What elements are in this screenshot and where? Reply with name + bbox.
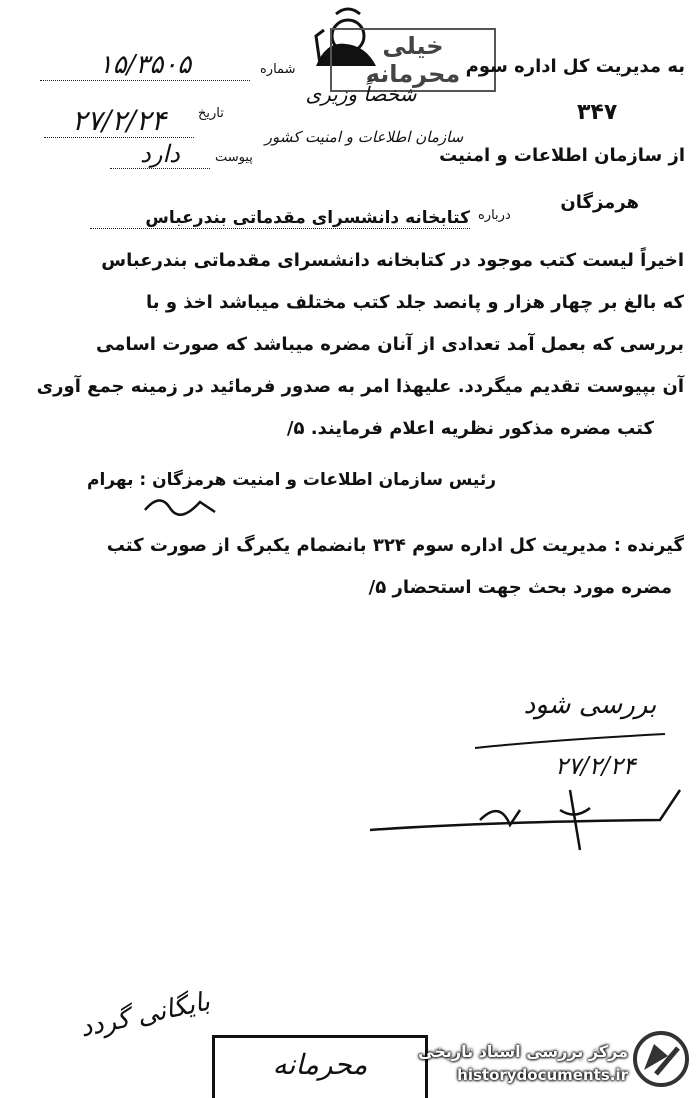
emblem-caption: شخصاً وزیری: [305, 82, 417, 106]
subject-label: درباره: [478, 208, 511, 223]
body-line: کتب مضره مذکور نظریه اعلام فرمایند. ۵/: [286, 418, 654, 439]
subject-text: کتابخانه دانشسرای مقدماتی بندرعباس: [90, 208, 470, 229]
signature-scribble: [140, 490, 220, 520]
body-line: بررسی که بعمل آمد تعدادی از آنان مضره میباشد که صورت اسامی: [95, 334, 684, 355]
recipient-block: [30, 535, 684, 619]
ref-number: ۳۴۷: [577, 100, 618, 125]
recipient-line: مضره مورد بحث جهت استحضار ۵/: [368, 577, 672, 598]
watermark-logo-icon: [632, 1030, 690, 1088]
number-label: شماره: [260, 62, 296, 77]
watermark-url: historydocuments.ir: [457, 1066, 628, 1084]
annotation-archive: بایگانی گردد: [77, 986, 213, 1044]
attachment-label: پیوست: [215, 150, 253, 165]
body-line: اخیراً لیست کتب موجود در کتابخانه دانشسرای مقدماتی بندرعباس: [101, 250, 684, 271]
bottom-stamp: [212, 1035, 428, 1098]
annotation-review: بررسی شود: [523, 690, 657, 720]
recipient-line: گیرنده : مدیریت کل اداره سوم ۳۲۴ بانضمام یکبرگ از صورت کتب: [106, 535, 684, 556]
classification-stamp: خیلی محرمانه: [330, 28, 496, 92]
from-province: هرمزگان: [560, 192, 639, 213]
letter-body: [14, 250, 684, 460]
number-value: ۱۵/۳۵۰۵: [40, 50, 250, 81]
to-label: به مدیریت کل اداره سوم: [465, 56, 685, 77]
bottom-stamp-text: محرمانه: [272, 1048, 368, 1081]
signature-line: رئیس سازمان اطلاعات و امنیت هرمزگان : بهرام: [86, 470, 496, 490]
date-label: تاریخ: [198, 106, 224, 121]
annotation-date: ۲۷/۲/۲۴: [555, 752, 636, 780]
body-line: که بالغ بر چهار هزار و پانصد جلد کتب مختلف میباشد اخذ و با: [146, 292, 684, 313]
body-line: آن بپیوست تقدیم میگردد. علیهذا امر به صدور فرمائید در زمینه جمع آوری: [36, 376, 684, 397]
large-signature: [360, 780, 690, 860]
watermark-title: مرکز بررسی اسناد تاریخی: [418, 1042, 628, 1061]
org-stamp-text: سازمان اطلاعات و امنیت کشور: [264, 128, 464, 146]
from-label: از سازمان اطلاعات و امنیت: [439, 145, 685, 166]
attachment-value: دارد: [110, 140, 210, 169]
date-value: ۲۷/۲/۲۴: [44, 104, 194, 138]
